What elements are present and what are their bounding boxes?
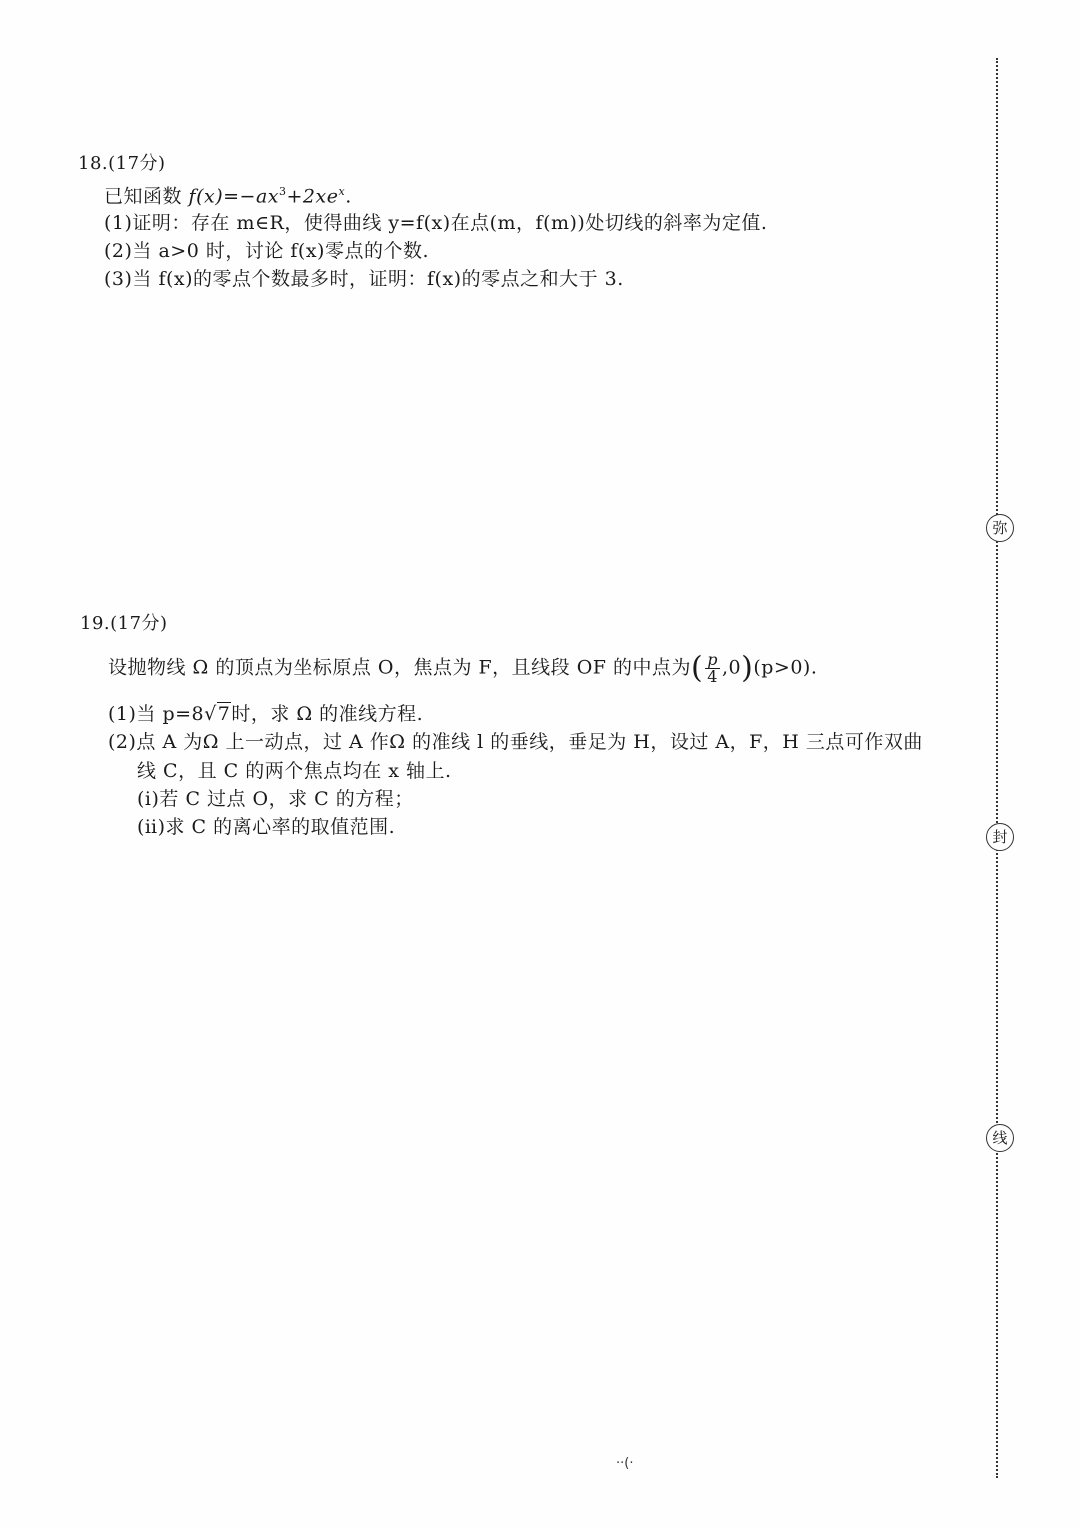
binding-dotted-line: [996, 58, 998, 1478]
question-19-sub-1: (ⅰ)若 C 过点 O，求 C 的方程；: [137, 788, 414, 810]
q19-p1-pre: (1)当 p=8: [108, 703, 205, 725]
seal-mi: 弥: [986, 514, 1014, 542]
q19-stem-post: ,0: [721, 656, 742, 679]
question-19-sub-2: (ⅱ)求 C 的离心率的取值范围.: [137, 816, 396, 838]
q18-stem-exp1: 3: [279, 185, 287, 198]
q18-stem-exp2: x: [338, 185, 346, 198]
q18-stem-func: f(x)=−ax: [188, 185, 280, 208]
sqrt-radicand: 7: [217, 703, 231, 725]
q18-stem-mid: +2xe: [286, 185, 339, 208]
footer-mark: ··(·: [616, 1456, 634, 1471]
seal-feng: 封: [986, 823, 1014, 851]
question-19-part-1: [108, 702, 423, 726]
q19-stem-pre: 设抛物线 Ω 的顶点为坐标原点 O，焦点为 F，且线段 OF 的中点为: [108, 656, 692, 679]
fraction-denominator: 4: [707, 667, 718, 686]
right-paren: ): [741, 650, 754, 686]
question-18-part-2: (2)当 a>0 时，讨论 f(x)零点的个数.: [104, 240, 429, 262]
question-19-heading: 19.(17分): [80, 613, 168, 634]
q18-stem-pre: 已知函数: [104, 185, 189, 208]
fraction-numerator: p: [707, 650, 718, 669]
question-18-heading: 18.(17分): [78, 153, 166, 174]
q19-p1-post: 时，求 Ω 的准线方程.: [231, 703, 424, 725]
seal-xian: 线: [986, 1124, 1014, 1152]
left-paren: (: [691, 650, 704, 686]
question-19-part-2-line-2: 线 C，且 C 的两个焦点均在 x 轴上.: [137, 760, 452, 782]
question-18-part-3: (3)当 f(x)的零点个数最多时，证明：f(x)的零点之和大于 3.: [104, 268, 624, 290]
question-19-stem: [108, 652, 817, 685]
question-19-part-2-line-1: (2)点 A 为Ω 上一动点，过 A 作Ω 的准线 l 的垂线，垂足为 H，设过 A，F，H 三点可作双曲: [108, 731, 923, 753]
fraction-p-over-4: [705, 652, 720, 685]
sqrt-sign: √: [204, 703, 217, 725]
q19-stem-condition: (p>0).: [753, 656, 818, 679]
q18-stem-end: .: [345, 185, 352, 208]
question-18-part-1: (1)证明：存在 m∈R，使得曲线 y=f(x)在点(m，f(m))处切线的斜率为定值.: [104, 212, 768, 234]
question-18-stem: [104, 180, 352, 208]
